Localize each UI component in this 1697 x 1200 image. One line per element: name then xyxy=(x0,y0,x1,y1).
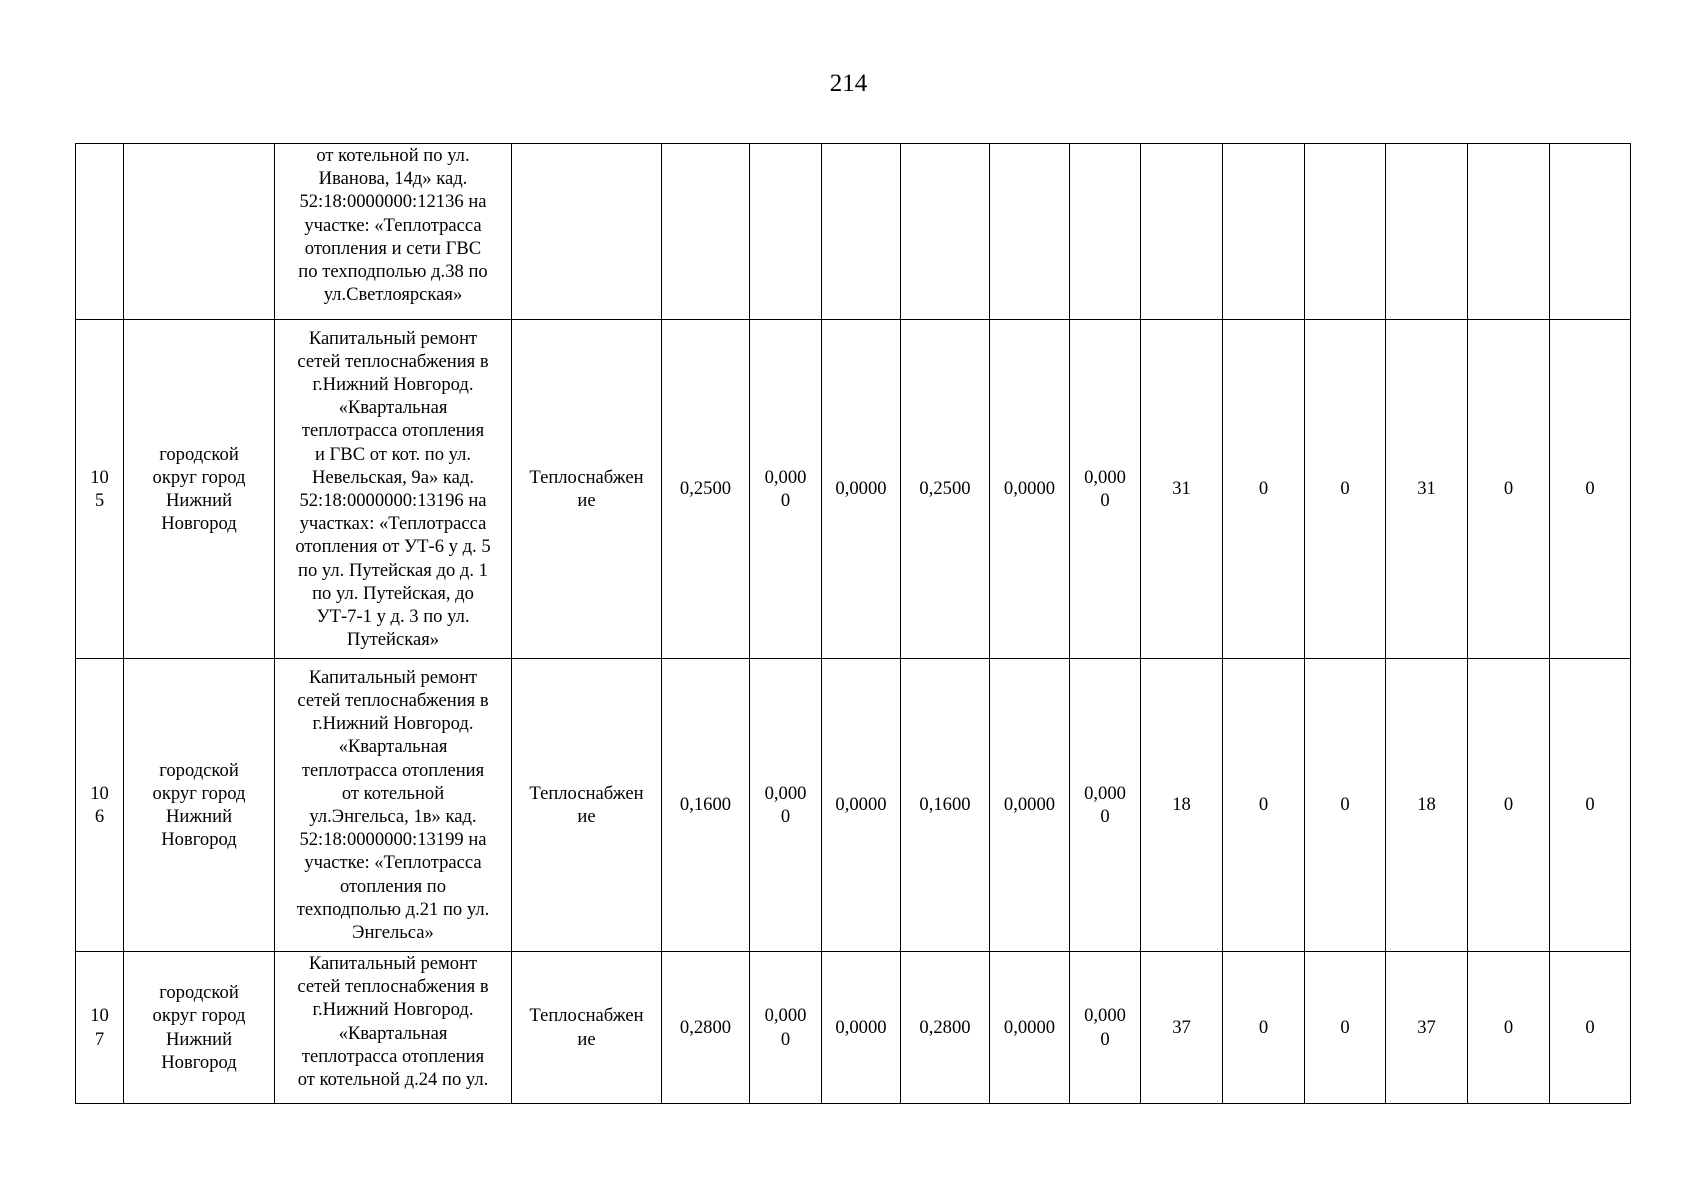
cell-text: 0,000 0 xyxy=(764,1005,807,1050)
cell-text: 0 xyxy=(1340,794,1350,816)
cell-text: 0,1600 xyxy=(919,794,971,816)
cell-text: 0,000 0 xyxy=(1084,1005,1126,1050)
cell-text: Капитальный ремонт сетей теплоснабжения в г.Нижний Новгород. «Квартальная теплотрасса отопления от котельной д.24 по ул. xyxy=(297,953,489,1091)
cell-text: Теплоснабжен ие xyxy=(529,782,644,827)
cell-text: 0,0000 xyxy=(1003,794,1056,816)
cell-text: 0,000 0 xyxy=(1084,782,1126,827)
value-cell xyxy=(822,659,901,952)
value-cell xyxy=(750,659,822,952)
cell-text: 0 xyxy=(1585,1016,1595,1038)
cell-text: 0 xyxy=(1503,794,1514,816)
cell-text: 37 xyxy=(1417,1016,1436,1038)
table-row xyxy=(76,320,1631,659)
cell-text: 0,1600 xyxy=(679,794,732,816)
district-cell xyxy=(124,952,275,1104)
value-cell xyxy=(1468,144,1550,320)
cell-text: городской округ город Нижний Новгород xyxy=(152,443,246,535)
value-cell xyxy=(1550,659,1631,952)
cell-text: 0,0000 xyxy=(835,478,887,500)
value-cell xyxy=(1468,659,1550,952)
cell-text: Теплоснабжен ие xyxy=(529,466,644,511)
value-cell xyxy=(1386,320,1468,659)
cell-text: 18 xyxy=(1172,794,1191,816)
cell-text: городской округ город Нижний Новгород xyxy=(152,982,246,1073)
cell-text: 0,2500 xyxy=(919,478,971,500)
value-cell xyxy=(990,952,1070,1104)
value-cell xyxy=(822,144,901,320)
value-cell xyxy=(901,320,990,659)
value-cell xyxy=(990,144,1070,320)
value-cell xyxy=(1223,659,1305,952)
cell-text: 31 xyxy=(1172,478,1191,500)
value-cell xyxy=(901,144,990,320)
value-cell xyxy=(1223,952,1305,1104)
value-cell xyxy=(662,952,750,1104)
value-cell xyxy=(1305,144,1386,320)
data-table xyxy=(75,143,1631,1104)
value-cell xyxy=(750,144,822,320)
value-cell xyxy=(1141,144,1223,320)
row-number-cell xyxy=(76,320,124,659)
value-cell xyxy=(1070,320,1141,659)
cell-text: от котельной по ул. Иванова, 14д» кад. 52:18:0000000:12136 на участке: «Теплотрасса отопления и сети ГВС по техподполью д.38 по ул.Светлоярская» xyxy=(298,145,488,306)
value-cell xyxy=(990,320,1070,659)
value-cell xyxy=(822,320,901,659)
cell-text: 0,0000 xyxy=(1003,478,1056,500)
cell-text: 0,0000 xyxy=(1003,1016,1056,1038)
type-cell xyxy=(512,659,662,952)
value-cell xyxy=(1550,144,1631,320)
page-number: 214 xyxy=(829,70,868,97)
value-cell xyxy=(662,144,750,320)
value-cell xyxy=(901,659,990,952)
type-cell xyxy=(512,144,662,320)
value-cell xyxy=(1223,144,1305,320)
value-cell xyxy=(1468,952,1550,1104)
cell-text: 0,2800 xyxy=(679,1016,732,1038)
value-cell xyxy=(750,952,822,1104)
cell-text: 37 xyxy=(1172,1016,1191,1038)
cell-text: 0 xyxy=(1258,794,1269,816)
value-cell xyxy=(662,659,750,952)
cell-text: 0 xyxy=(1340,1016,1350,1038)
value-cell xyxy=(1305,952,1386,1104)
value-cell xyxy=(990,659,1070,952)
cell-text: 18 xyxy=(1417,794,1436,816)
cell-text: 0 xyxy=(1503,1016,1514,1038)
value-cell xyxy=(822,952,901,1104)
cell-text: 0 xyxy=(1340,478,1350,500)
cell-text: 10 7 xyxy=(90,1005,109,1050)
cell-text: Капитальный ремонт сетей теплоснабжения в г.Нижний Новгород. «Квартальная теплотрасса отопления и ГВС от кот. по ул. Невельская, 9а» кад. 52:18:0000000:13196 на участках: «Теплотрасса отопления от УТ-6 у д. 5 по ул. Путейская до д. 1 по ул. Путейская, до УТ-7-1 у д. 3 по ул. Путейская» xyxy=(295,327,491,651)
row-number-cell xyxy=(76,659,124,952)
cell-text: 0,000 0 xyxy=(1084,466,1126,511)
value-cell xyxy=(1070,952,1141,1104)
value-cell xyxy=(1550,320,1631,659)
value-cell xyxy=(1386,659,1468,952)
description-cell xyxy=(275,659,512,952)
table-row xyxy=(76,144,1631,320)
table-row xyxy=(76,952,1631,1104)
cell-text: 0 xyxy=(1585,478,1595,500)
district-cell xyxy=(124,144,275,320)
cell-text: 0 xyxy=(1585,794,1595,816)
value-cell xyxy=(1468,320,1550,659)
type-cell xyxy=(512,320,662,659)
cell-text: 0,000 0 xyxy=(764,782,807,827)
type-cell xyxy=(512,952,662,1104)
cell-text: 0,000 0 xyxy=(764,466,807,511)
value-cell xyxy=(1141,320,1223,659)
cell-text: 0,0000 xyxy=(835,1016,887,1038)
value-cell xyxy=(901,952,990,1104)
cell-text: Капитальный ремонт сетей теплоснабжения в г.Нижний Новгород. «Квартальная теплотрасса отопления от котельной ул.Энгельса, 1в» кад. 52:18:0000000:13199 на участке: «Теплотрасса отопления по техподполью д.21 по ул. Энгельса» xyxy=(296,666,490,944)
cell-text: 0 xyxy=(1503,478,1514,500)
cell-text: Теплоснабжен ие xyxy=(529,1005,644,1050)
cell-text: 0,2500 xyxy=(679,478,732,500)
cell-text: 0 xyxy=(1258,1016,1269,1038)
value-cell xyxy=(750,320,822,659)
description-cell xyxy=(275,320,512,659)
district-cell xyxy=(124,320,275,659)
cell-text: 0,0000 xyxy=(835,794,887,816)
value-cell xyxy=(1386,952,1468,1104)
cell-text: городской округ город Нижний Новгород xyxy=(152,759,246,851)
row-number-cell xyxy=(76,952,124,1104)
value-cell xyxy=(1070,144,1141,320)
value-cell xyxy=(1141,952,1223,1104)
table-row xyxy=(76,659,1631,952)
value-cell xyxy=(1223,320,1305,659)
description-cell xyxy=(275,952,512,1104)
value-cell xyxy=(1305,320,1386,659)
description-cell xyxy=(275,144,512,320)
value-cell xyxy=(662,320,750,659)
value-cell xyxy=(1550,952,1631,1104)
district-cell xyxy=(124,659,275,952)
value-cell xyxy=(1141,659,1223,952)
cell-text: 10 6 xyxy=(90,782,109,827)
value-cell xyxy=(1386,144,1468,320)
row-number-cell xyxy=(76,144,124,320)
value-cell xyxy=(1070,659,1141,952)
cell-text: 0,2800 xyxy=(919,1016,971,1038)
cell-text: 0 xyxy=(1258,478,1269,500)
cell-text: 31 xyxy=(1417,478,1436,500)
value-cell xyxy=(1305,659,1386,952)
cell-text: 10 5 xyxy=(90,466,109,511)
